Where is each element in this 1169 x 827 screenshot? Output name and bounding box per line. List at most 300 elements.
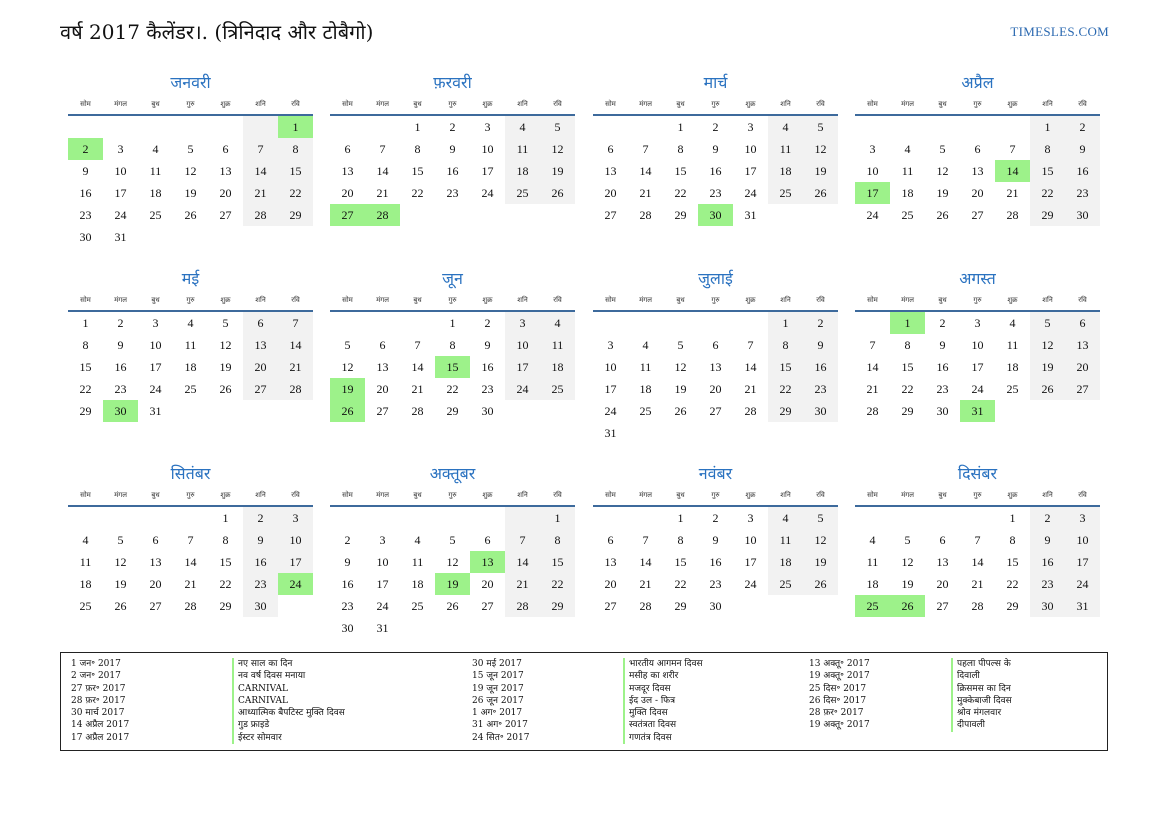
day-cell[interactable]: 7 — [278, 312, 313, 334]
day-cell[interactable]: 11 — [1006, 337, 1019, 352]
day-cell[interactable]: 23 — [341, 598, 354, 613]
day-cell[interactable]: 20 — [376, 381, 389, 396]
day-cell[interactable]: 9 — [117, 337, 124, 352]
day-cell[interactable]: 22 — [901, 381, 914, 396]
day-cell[interactable]: 31 — [604, 425, 617, 440]
day-cell[interactable]: 1 — [449, 315, 456, 330]
day-cell[interactable]: 3 — [869, 141, 876, 156]
day-cell[interactable]: 11 — [901, 163, 914, 178]
day-cell[interactable]: 28 — [184, 598, 197, 613]
day-cell[interactable]: 11 — [639, 359, 652, 374]
day-cell[interactable]: 23 — [936, 381, 949, 396]
day-cell[interactable]: 31 — [960, 400, 995, 422]
day-cell[interactable]: 25 — [540, 378, 575, 400]
day-cell[interactable]: 29 — [901, 403, 914, 418]
day-cell[interactable]: 13 — [243, 334, 278, 356]
day-cell[interactable]: 23 — [803, 378, 838, 400]
day-cell[interactable]: 26 — [803, 182, 838, 204]
day-cell[interactable]: 5 — [187, 141, 194, 156]
day-cell[interactable]: 19 — [1030, 356, 1065, 378]
day-cell[interactable]: 19 — [435, 573, 470, 595]
day-cell[interactable]: 15 — [1030, 160, 1065, 182]
day-cell[interactable]: 19 — [114, 576, 127, 591]
day-cell[interactable]: 21 — [866, 381, 879, 396]
day-cell[interactable]: 27 — [971, 207, 984, 222]
day-cell[interactable]: 23 — [709, 185, 722, 200]
day-cell[interactable]: 5 — [803, 116, 838, 138]
day-cell[interactable]: 3 — [278, 507, 313, 529]
day-cell[interactable]: 26 — [446, 598, 459, 613]
day-cell[interactable]: 9 — [939, 337, 946, 352]
day-cell[interactable]: 7 — [379, 141, 386, 156]
day-cell[interactable]: 5 — [222, 315, 229, 330]
day-cell[interactable]: 6 — [344, 141, 351, 156]
day-cell[interactable]: 18 — [1006, 359, 1019, 374]
day-cell[interactable]: 25 — [855, 595, 890, 617]
day-cell[interactable]: 21 — [376, 185, 389, 200]
day-cell[interactable]: 3 — [484, 119, 491, 134]
day-cell[interactable]: 26 — [114, 598, 127, 613]
day-cell[interactable]: 6 — [243, 312, 278, 334]
day-cell[interactable]: 8 — [414, 141, 421, 156]
day-cell[interactable]: 12 — [446, 554, 459, 569]
day-cell[interactable]: 16 — [79, 185, 92, 200]
day-cell[interactable]: 17 — [1065, 551, 1100, 573]
day-cell[interactable]: 20 — [341, 185, 354, 200]
day-cell[interactable]: 1 — [1030, 116, 1065, 138]
day-cell[interactable]: 11 — [866, 554, 879, 569]
day-cell[interactable]: 22 — [278, 182, 313, 204]
day-cell[interactable]: 27 — [604, 598, 617, 613]
day-cell[interactable]: 8 — [768, 334, 803, 356]
day-cell[interactable]: 29 — [768, 400, 803, 422]
day-cell[interactable]: 25 — [505, 182, 540, 204]
day-cell[interactable]: 11 — [768, 529, 803, 551]
day-cell[interactable]: 8 — [904, 337, 911, 352]
day-cell[interactable]: 10 — [866, 163, 879, 178]
day-cell[interactable]: 27 — [149, 598, 162, 613]
day-cell[interactable]: 6 — [607, 532, 614, 547]
day-cell[interactable]: 14 — [278, 334, 313, 356]
day-cell[interactable]: 21 — [184, 576, 197, 591]
day-cell[interactable]: 29 — [446, 403, 459, 418]
day-cell[interactable]: 4 — [152, 141, 159, 156]
day-cell[interactable]: 7 — [642, 141, 649, 156]
day-cell[interactable]: 10 — [1065, 529, 1100, 551]
day-cell[interactable]: 8 — [222, 532, 229, 547]
day-cell[interactable]: 19 — [219, 359, 232, 374]
day-cell[interactable]: 19 — [540, 160, 575, 182]
day-cell[interactable]: 22 — [768, 378, 803, 400]
day-cell[interactable]: 28 — [1006, 207, 1019, 222]
day-cell[interactable]: 23 — [243, 573, 278, 595]
day-cell[interactable]: 13 — [709, 359, 722, 374]
day-cell[interactable]: 30 — [243, 595, 278, 617]
day-cell[interactable]: 5 — [117, 532, 124, 547]
day-cell[interactable]: 6 — [974, 141, 981, 156]
day-cell[interactable]: 23 — [481, 381, 494, 396]
day-cell[interactable]: 21 — [505, 573, 540, 595]
day-cell[interactable]: 25 — [79, 598, 92, 613]
day-cell[interactable]: 5 — [904, 532, 911, 547]
day-cell[interactable]: 3 — [152, 315, 159, 330]
day-cell[interactable]: 13 — [219, 163, 232, 178]
day-cell[interactable]: 10 — [744, 141, 757, 156]
day-cell[interactable]: 16 — [1030, 551, 1065, 573]
day-cell[interactable]: 10 — [481, 141, 494, 156]
day-cell[interactable]: 13 — [936, 554, 949, 569]
day-cell[interactable]: 24 — [1065, 573, 1100, 595]
day-cell[interactable]: 24 — [604, 403, 617, 418]
day-cell[interactable]: 28 — [505, 595, 540, 617]
day-cell[interactable]: 15 — [674, 554, 687, 569]
day-cell[interactable]: 22 — [1030, 182, 1065, 204]
day-cell[interactable]: 7 — [974, 532, 981, 547]
day-cell[interactable]: 7 — [243, 138, 278, 160]
day-cell[interactable]: 21 — [744, 381, 757, 396]
day-cell[interactable]: 2 — [1065, 116, 1100, 138]
day-cell[interactable]: 3 — [607, 337, 614, 352]
day-cell[interactable]: 25 — [411, 598, 424, 613]
day-cell[interactable]: 23 — [1065, 182, 1100, 204]
day-cell[interactable]: 25 — [1006, 381, 1019, 396]
day-cell[interactable]: 2 — [939, 315, 946, 330]
day-cell[interactable]: 27 — [709, 403, 722, 418]
day-cell[interactable]: 24 — [481, 185, 494, 200]
day-cell[interactable]: 17 — [971, 359, 984, 374]
day-cell[interactable]: 17 — [481, 163, 494, 178]
day-cell[interactable]: 28 — [365, 204, 400, 226]
day-cell[interactable]: 13 — [376, 359, 389, 374]
day-cell[interactable]: 28 — [744, 403, 757, 418]
day-cell[interactable]: 11 — [540, 334, 575, 356]
day-cell[interactable]: 4 — [187, 315, 194, 330]
day-cell[interactable]: 26 — [674, 403, 687, 418]
day-cell[interactable]: 5 — [939, 141, 946, 156]
day-cell[interactable]: 9 — [82, 163, 89, 178]
day-cell[interactable]: 18 — [866, 576, 879, 591]
day-cell[interactable]: 1 — [222, 510, 229, 525]
day-cell[interactable]: 14 — [376, 163, 389, 178]
day-cell[interactable]: 28 — [866, 403, 879, 418]
day-cell[interactable]: 25 — [639, 403, 652, 418]
day-cell[interactable]: 13 — [971, 163, 984, 178]
day-cell[interactable]: 15 — [540, 551, 575, 573]
day-cell[interactable]: 25 — [768, 182, 803, 204]
day-cell[interactable]: 11 — [149, 163, 162, 178]
day-cell[interactable]: 9 — [484, 337, 491, 352]
day-cell[interactable]: 26 — [803, 573, 838, 595]
day-cell[interactable]: 2 — [484, 315, 491, 330]
day-cell[interactable]: 29 — [79, 403, 92, 418]
day-cell[interactable]: 5 — [1030, 312, 1065, 334]
day-cell[interactable]: 17 — [114, 185, 127, 200]
day-cell[interactable]: 9 — [1030, 529, 1065, 551]
day-cell[interactable]: 24 — [114, 207, 127, 222]
day-cell[interactable]: 5 — [803, 507, 838, 529]
day-cell[interactable]: 21 — [278, 356, 313, 378]
day-cell[interactable]: 10 — [604, 359, 617, 374]
day-cell[interactable]: 30 — [1065, 204, 1100, 226]
day-cell[interactable]: 26 — [936, 207, 949, 222]
day-cell[interactable]: 26 — [219, 381, 232, 396]
day-cell[interactable]: 21 — [971, 576, 984, 591]
day-cell[interactable]: 22 — [446, 381, 459, 396]
day-cell[interactable]: 14 — [971, 554, 984, 569]
day-cell[interactable]: 25 — [184, 381, 197, 396]
day-cell[interactable]: 27 — [481, 598, 494, 613]
day-cell[interactable]: 15 — [411, 163, 424, 178]
day-cell[interactable]: 30 — [936, 403, 949, 418]
day-cell[interactable]: 18 — [149, 185, 162, 200]
day-cell[interactable]: 18 — [639, 381, 652, 396]
day-cell[interactable]: 9 — [1065, 138, 1100, 160]
day-cell[interactable]: 1 — [278, 116, 313, 138]
day-cell[interactable]: 22 — [219, 576, 232, 591]
day-cell[interactable]: 21 — [411, 381, 424, 396]
day-cell[interactable]: 8 — [1009, 532, 1016, 547]
day-cell[interactable]: 18 — [768, 551, 803, 573]
day-cell[interactable]: 23 — [446, 185, 459, 200]
day-cell[interactable]: 27 — [936, 598, 949, 613]
day-cell[interactable]: 17 — [149, 359, 162, 374]
day-cell[interactable]: 24 — [744, 185, 757, 200]
day-cell[interactable]: 4 — [869, 532, 876, 547]
day-cell[interactable]: 14 — [505, 551, 540, 573]
day-cell[interactable]: 1 — [82, 315, 89, 330]
day-cell[interactable]: 1 — [1009, 510, 1016, 525]
day-cell[interactable]: 1 — [768, 312, 803, 334]
day-cell[interactable]: 30 — [79, 229, 92, 244]
day-cell[interactable]: 2 — [117, 315, 124, 330]
day-cell[interactable]: 14 — [639, 163, 652, 178]
day-cell[interactable]: 27 — [1065, 378, 1100, 400]
day-cell[interactable]: 12 — [114, 554, 127, 569]
day-cell[interactable]: 2 — [344, 532, 351, 547]
day-cell[interactable]: 3 — [379, 532, 386, 547]
day-cell[interactable]: 10 — [278, 529, 313, 551]
day-cell[interactable]: 20 — [481, 576, 494, 591]
day-cell[interactable]: 20 — [971, 185, 984, 200]
day-cell[interactable]: 27 — [604, 207, 617, 222]
day-cell[interactable]: 15 — [768, 356, 803, 378]
day-cell[interactable]: 4 — [505, 116, 540, 138]
day-cell[interactable]: 17 — [376, 576, 389, 591]
day-cell[interactable]: 16 — [709, 163, 722, 178]
day-cell[interactable]: 19 — [936, 185, 949, 200]
day-cell[interactable]: 22 — [540, 573, 575, 595]
day-cell[interactable]: 6 — [1065, 312, 1100, 334]
day-cell[interactable]: 1 — [414, 119, 421, 134]
day-cell[interactable]: 19 — [330, 378, 365, 400]
day-cell[interactable]: 5 — [540, 116, 575, 138]
day-cell[interactable]: 7 — [642, 532, 649, 547]
day-cell[interactable]: 18 — [505, 160, 540, 182]
day-cell[interactable]: 30 — [103, 400, 138, 422]
day-cell[interactable]: 7 — [187, 532, 194, 547]
day-cell[interactable]: 20 — [709, 381, 722, 396]
day-cell[interactable]: 18 — [411, 576, 424, 591]
day-cell[interactable]: 13 — [1065, 334, 1100, 356]
day-cell[interactable]: 24 — [149, 381, 162, 396]
day-cell[interactable]: 17 — [744, 163, 757, 178]
day-cell[interactable]: 15 — [219, 554, 232, 569]
day-cell[interactable]: 17 — [505, 356, 540, 378]
day-cell[interactable]: 18 — [79, 576, 92, 591]
day-cell[interactable]: 31 — [744, 207, 757, 222]
day-cell[interactable]: 13 — [604, 554, 617, 569]
day-cell[interactable]: 6 — [152, 532, 159, 547]
day-cell[interactable]: 14 — [866, 359, 879, 374]
day-cell[interactable]: 9 — [803, 334, 838, 356]
day-cell[interactable]: 8 — [677, 532, 684, 547]
day-cell[interactable]: 8 — [677, 141, 684, 156]
day-cell[interactable]: 30 — [709, 598, 722, 613]
day-cell[interactable]: 17 — [855, 182, 890, 204]
day-cell[interactable]: 14 — [995, 160, 1030, 182]
day-cell[interactable]: 6 — [607, 141, 614, 156]
day-cell[interactable]: 10 — [149, 337, 162, 352]
day-cell[interactable]: 13 — [604, 163, 617, 178]
day-cell[interactable]: 17 — [278, 551, 313, 573]
day-cell[interactable]: 19 — [184, 185, 197, 200]
day-cell[interactable]: 27 — [243, 378, 278, 400]
day-cell[interactable]: 15 — [79, 359, 92, 374]
day-cell[interactable]: 31 — [1065, 595, 1100, 617]
day-cell[interactable]: 16 — [1065, 160, 1100, 182]
day-cell[interactable]: 10 — [114, 163, 127, 178]
day-cell[interactable]: 7 — [505, 529, 540, 551]
day-cell[interactable]: 13 — [341, 163, 354, 178]
day-cell[interactable]: 9 — [344, 554, 351, 569]
day-cell[interactable]: 4 — [642, 337, 649, 352]
day-cell[interactable]: 29 — [1006, 598, 1019, 613]
day-cell[interactable]: 28 — [971, 598, 984, 613]
day-cell[interactable]: 30 — [698, 204, 733, 226]
day-cell[interactable]: 11 — [411, 554, 424, 569]
day-cell[interactable]: 15 — [901, 359, 914, 374]
day-cell[interactable]: 4 — [1009, 315, 1016, 330]
day-cell[interactable]: 15 — [674, 163, 687, 178]
day-cell[interactable]: 20 — [936, 576, 949, 591]
day-cell[interactable]: 2 — [712, 510, 719, 525]
day-cell[interactable]: 16 — [446, 163, 459, 178]
day-cell[interactable]: 24 — [744, 576, 757, 591]
day-cell[interactable]: 4 — [768, 507, 803, 529]
day-cell[interactable]: 7 — [869, 337, 876, 352]
day-cell[interactable]: 8 — [82, 337, 89, 352]
day-cell[interactable]: 4 — [904, 141, 911, 156]
day-cell[interactable]: 11 — [184, 337, 197, 352]
day-cell[interactable]: 16 — [114, 359, 127, 374]
day-cell[interactable]: 27 — [219, 207, 232, 222]
day-cell[interactable]: 24 — [866, 207, 879, 222]
day-cell[interactable]: 22 — [411, 185, 424, 200]
day-cell[interactable]: 9 — [712, 532, 719, 547]
day-cell[interactable]: 29 — [674, 207, 687, 222]
day-cell[interactable]: 16 — [243, 551, 278, 573]
day-cell[interactable]: 3 — [505, 312, 540, 334]
day-cell[interactable]: 27 — [330, 204, 365, 226]
day-cell[interactable]: 7 — [1009, 141, 1016, 156]
day-cell[interactable]: 22 — [674, 185, 687, 200]
day-cell[interactable]: 9 — [243, 529, 278, 551]
day-cell[interactable]: 2 — [449, 119, 456, 134]
day-cell[interactable]: 21 — [639, 576, 652, 591]
day-cell[interactable]: 10 — [971, 337, 984, 352]
day-cell[interactable]: 12 — [341, 359, 354, 374]
day-cell[interactable]: 18 — [184, 359, 197, 374]
day-cell[interactable]: 1 — [540, 507, 575, 529]
day-cell[interactable]: 3 — [747, 119, 754, 134]
day-cell[interactable]: 24 — [971, 381, 984, 396]
day-cell[interactable]: 26 — [540, 182, 575, 204]
day-cell[interactable]: 14 — [639, 554, 652, 569]
day-cell[interactable]: 29 — [1030, 204, 1065, 226]
day-cell[interactable]: 5 — [677, 337, 684, 352]
day-cell[interactable]: 7 — [747, 337, 754, 352]
day-cell[interactable]: 6 — [222, 141, 229, 156]
day-cell[interactable]: 7 — [414, 337, 421, 352]
day-cell[interactable]: 16 — [341, 576, 354, 591]
day-cell[interactable]: 11 — [505, 138, 540, 160]
day-cell[interactable]: 2 — [1030, 507, 1065, 529]
day-cell[interactable]: 28 — [278, 378, 313, 400]
day-cell[interactable]: 16 — [803, 356, 838, 378]
day-cell[interactable]: 3 — [747, 510, 754, 525]
day-cell[interactable]: 9 — [712, 141, 719, 156]
day-cell[interactable]: 23 — [114, 381, 127, 396]
day-cell[interactable]: 19 — [901, 576, 914, 591]
day-cell[interactable]: 2 — [68, 138, 103, 160]
day-cell[interactable]: 24 — [278, 573, 313, 595]
day-cell[interactable]: 4 — [768, 116, 803, 138]
day-cell[interactable]: 28 — [411, 403, 424, 418]
day-cell[interactable]: 2 — [803, 312, 838, 334]
day-cell[interactable]: 14 — [744, 359, 757, 374]
day-cell[interactable]: 22 — [1006, 576, 1019, 591]
day-cell[interactable]: 30 — [341, 620, 354, 635]
day-cell[interactable]: 20 — [219, 185, 232, 200]
day-cell[interactable]: 6 — [484, 532, 491, 547]
day-cell[interactable]: 3 — [1065, 507, 1100, 529]
day-cell[interactable]: 13 — [470, 551, 505, 573]
day-cell[interactable]: 31 — [149, 403, 162, 418]
day-cell[interactable]: 14 — [243, 160, 278, 182]
day-cell[interactable]: 24 — [376, 598, 389, 613]
day-cell[interactable]: 9 — [449, 141, 456, 156]
day-cell[interactable]: 18 — [540, 356, 575, 378]
day-cell[interactable]: 12 — [674, 359, 687, 374]
day-cell[interactable]: 18 — [901, 185, 914, 200]
day-cell[interactable]: 16 — [936, 359, 949, 374]
day-cell[interactable]: 28 — [639, 598, 652, 613]
day-cell[interactable]: 31 — [114, 229, 127, 244]
day-cell[interactable]: 30 — [803, 400, 838, 422]
day-cell[interactable]: 12 — [803, 529, 838, 551]
day-cell[interactable]: 17 — [604, 381, 617, 396]
day-cell[interactable]: 27 — [376, 403, 389, 418]
day-cell[interactable]: 10 — [744, 532, 757, 547]
day-cell[interactable]: 23 — [79, 207, 92, 222]
day-cell[interactable]: 12 — [184, 163, 197, 178]
day-cell[interactable]: 21 — [243, 182, 278, 204]
day-cell[interactable]: 20 — [604, 576, 617, 591]
day-cell[interactable]: 25 — [768, 573, 803, 595]
day-cell[interactable]: 10 — [376, 554, 389, 569]
day-cell[interactable]: 8 — [278, 138, 313, 160]
day-cell[interactable]: 14 — [411, 359, 424, 374]
